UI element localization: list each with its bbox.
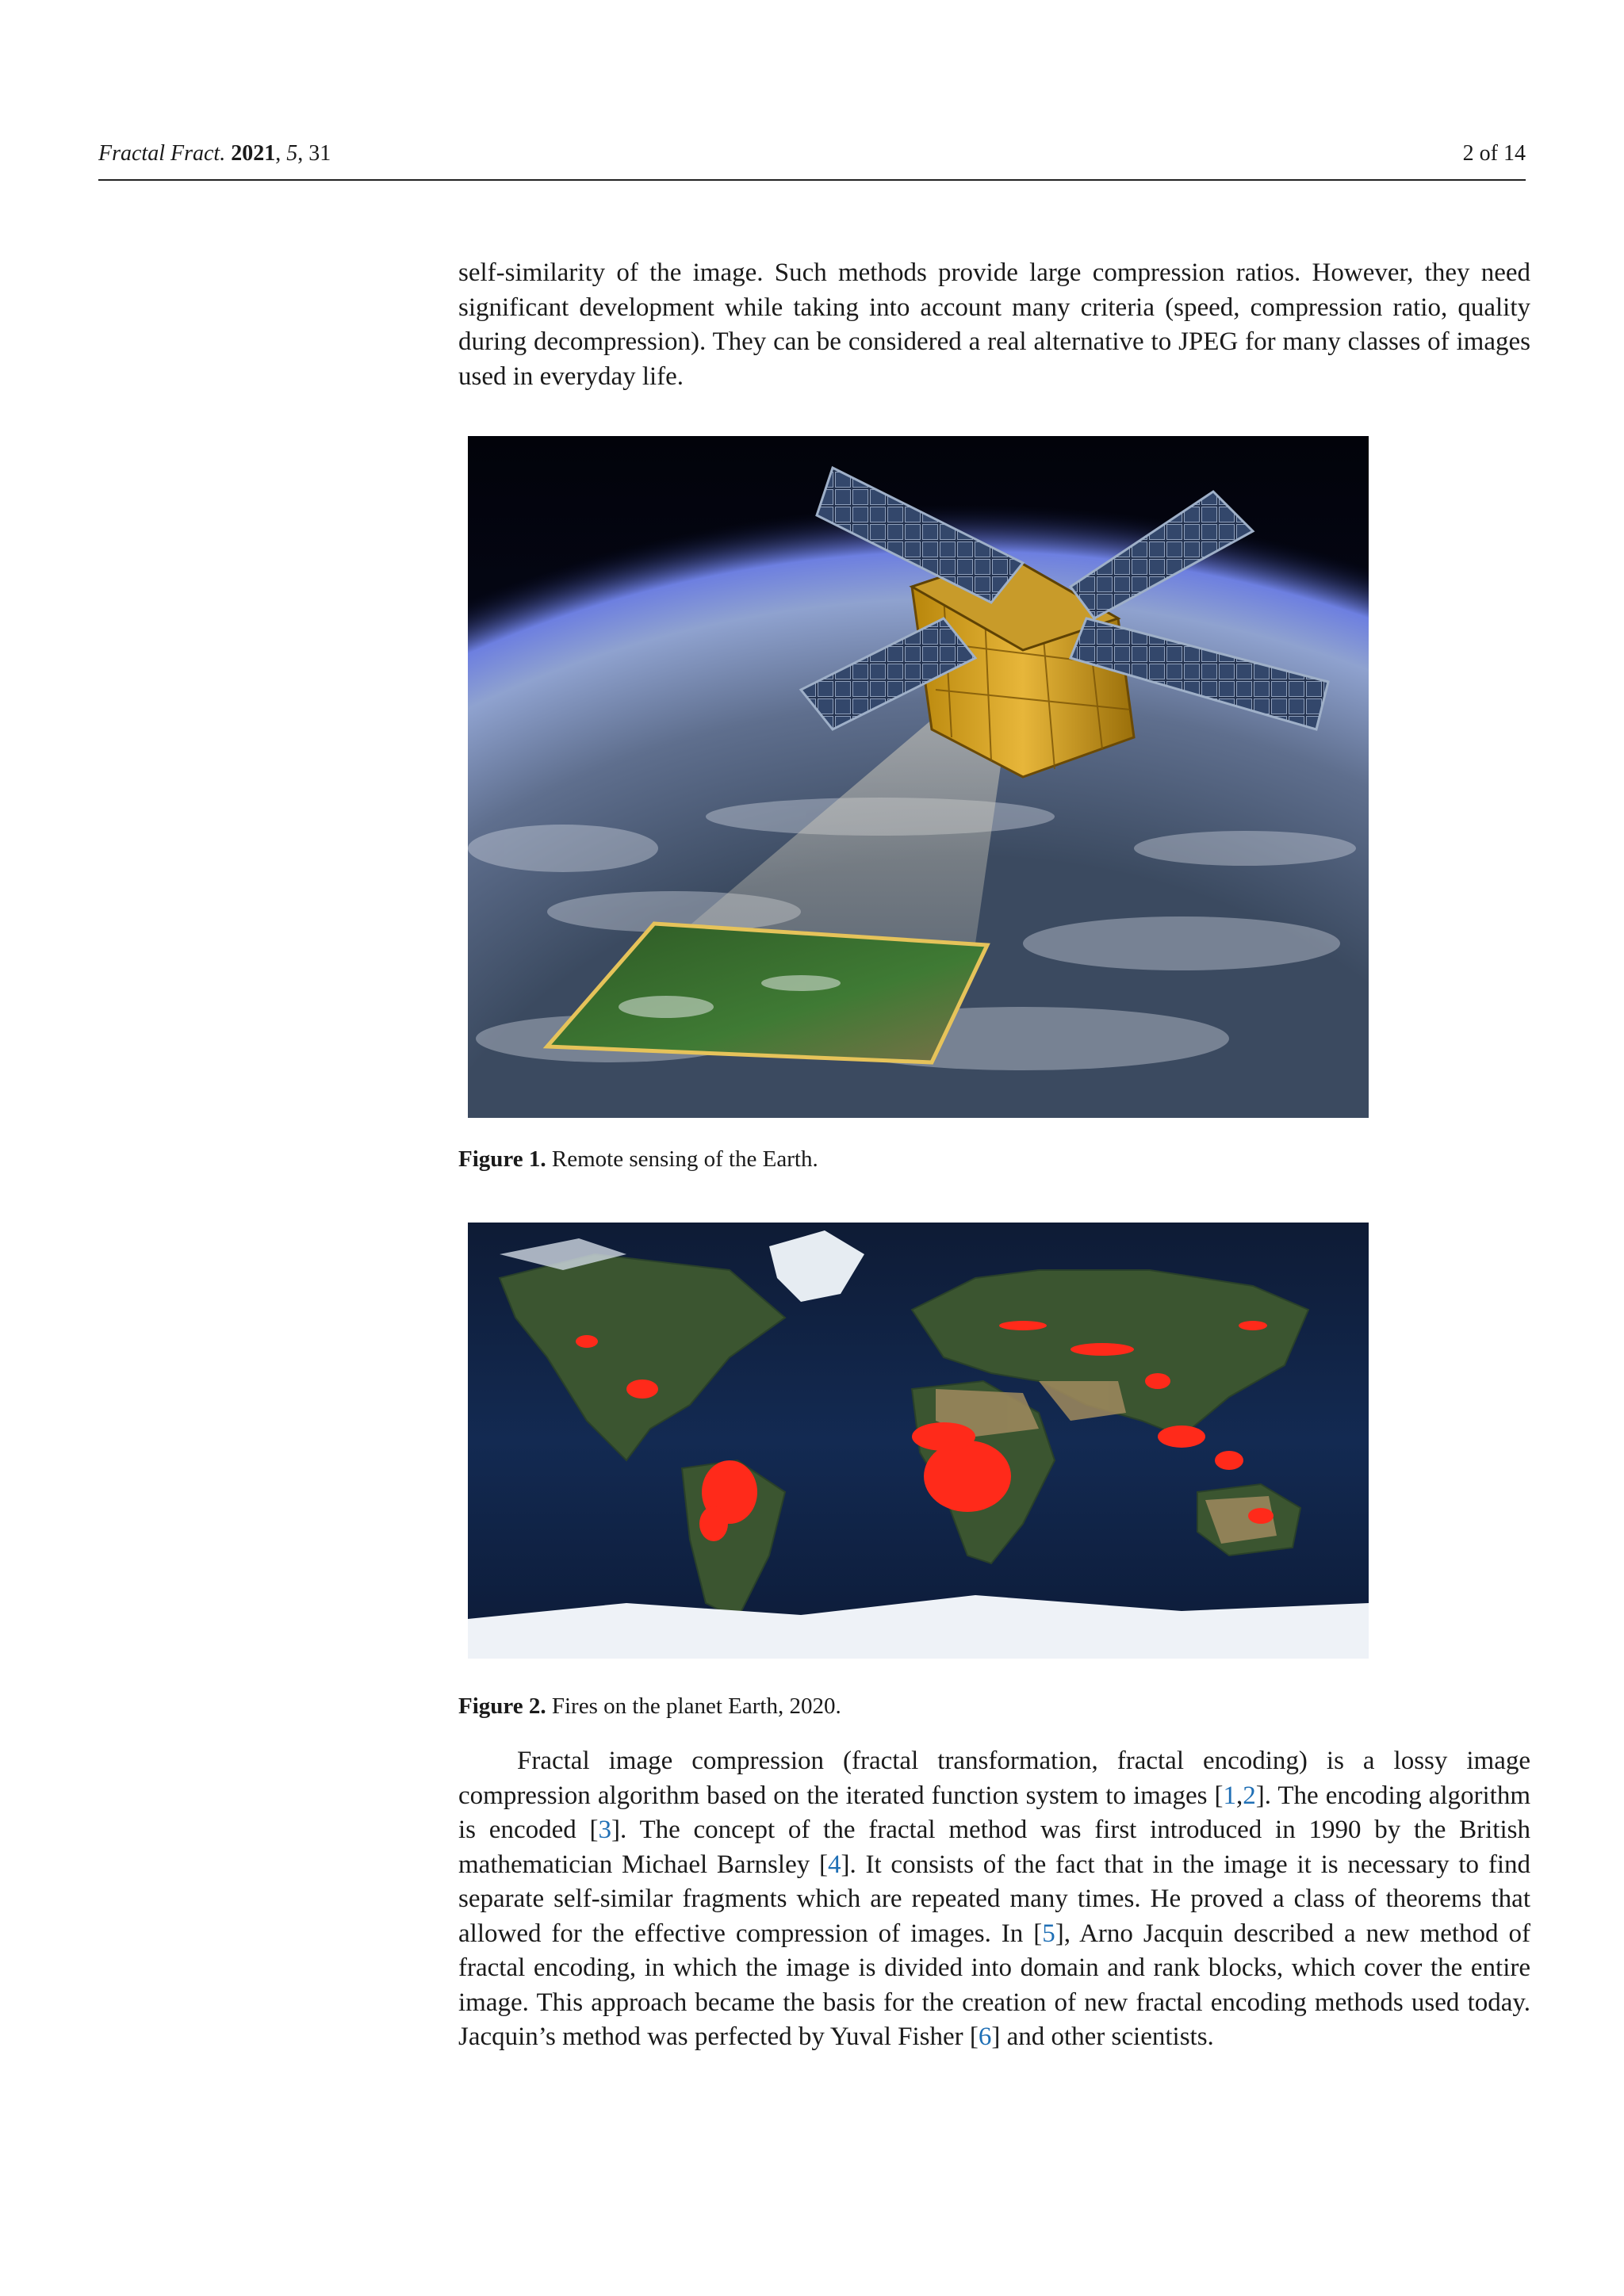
- figure-2-image: [468, 1223, 1369, 1659]
- page-number: 2 of 14: [1462, 141, 1526, 166]
- citation-link[interactable]: 4: [827, 1850, 841, 1879]
- citation-link[interactable]: 1: [1223, 1781, 1236, 1810]
- paragraph-intro: self-similarity of the image. Such methods provide large compression ratios. However, they need significant development while taking into account many criteria (speed, compression ratio, quality during decompression). They can be considered a real alternative to JPEG for many classes of images used in everyday life.: [458, 258, 1530, 391]
- figure-2-label: Figure 2.: [458, 1693, 546, 1719]
- citation-link[interactable]: 3: [598, 1816, 612, 1844]
- journal-name: Fractal Fract.: [98, 141, 226, 166]
- paragraph-fractal-compression: Fractal image compression (fractal transformation, fractal encoding) is a lossy image compression algorithm based on the iterated function system to images [1,2]. The encoding algorithm is encoded [3]. The concept of the fractal method was first introduced in 1990 by the British mathematician Michael Barnsley [4]. It consists of the fact that in the image it is necessary to find separate self-similar fragments which are repeated many times. He proved a class of theorems that allowed for the effective compression of images. In [5], Arno Jacquin described a new method of fractal encoding, in which the image is divided into domain and rank blocks, which cover the entire image. This approach became the basis for the creation of new fractal encoding methods used today. Jacquin’s method was perfected by Yuval Fisher [6] and other scientists.: [458, 1747, 1530, 2051]
- running-header: [98, 141, 1526, 181]
- article-number: 31: [308, 141, 331, 166]
- figure-2-caption-text: Fires on the planet Earth, 2020.: [546, 1693, 841, 1719]
- figure-1-label: Figure 1.: [458, 1146, 546, 1172]
- figure-2-caption: [458, 1693, 841, 1720]
- journal-year: 2021: [231, 141, 276, 166]
- figure-1-caption-text: Remote sensing of the Earth.: [546, 1146, 818, 1172]
- figure-1-caption: [458, 1146, 818, 1173]
- journal-citation: Fractal Fract. 2021, 5, 31: [98, 141, 331, 166]
- citation-link[interactable]: 6: [978, 2022, 992, 2051]
- citation-link[interactable]: 2: [1243, 1781, 1256, 1810]
- figure-1-image: [468, 436, 1369, 1118]
- journal-volume: 5: [286, 141, 298, 166]
- citation-link[interactable]: 5: [1042, 1919, 1055, 1948]
